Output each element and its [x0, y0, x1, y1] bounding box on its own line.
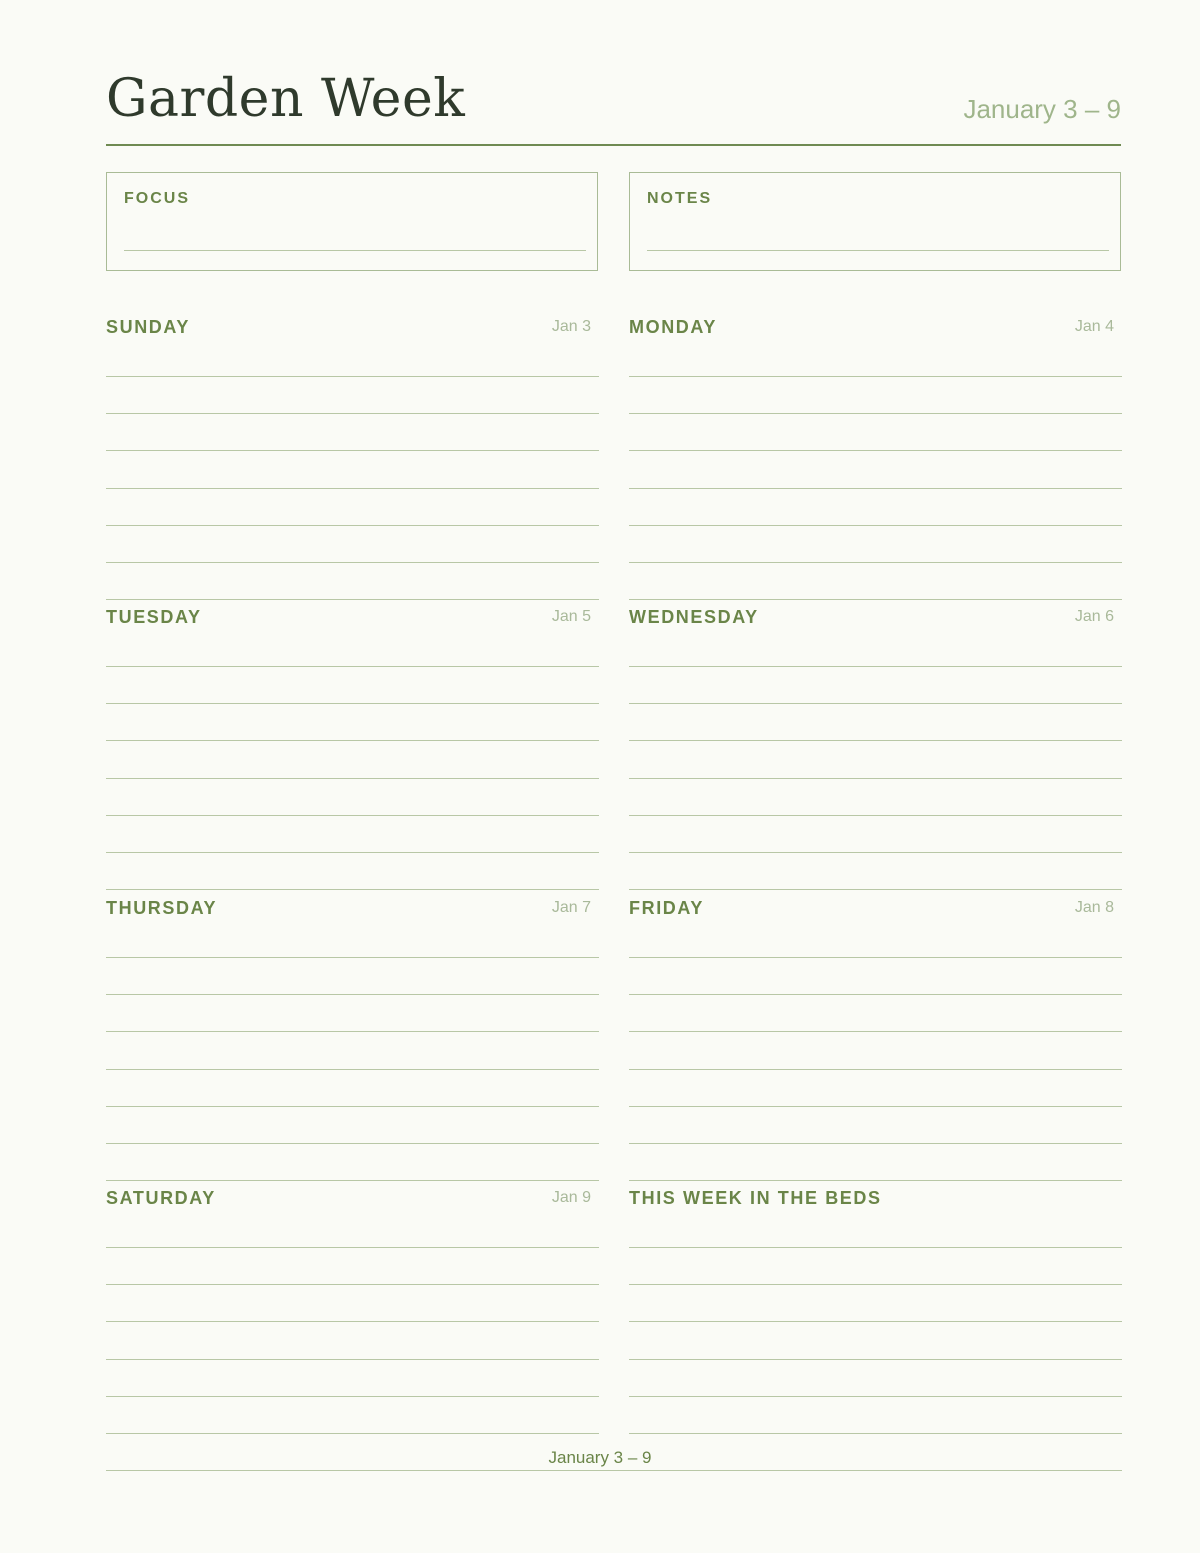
day-name: WEDNESDAY: [629, 607, 759, 627]
writing-line[interactable]: [629, 376, 1122, 377]
writing-line[interactable]: [629, 1031, 1122, 1032]
page-title: Garden Week: [106, 69, 466, 129]
writing-line[interactable]: [106, 889, 599, 890]
writing-line[interactable]: [106, 666, 599, 667]
writing-line[interactable]: [629, 1247, 1122, 1248]
writing-line[interactable]: [106, 488, 599, 489]
focus-box[interactable]: [106, 172, 598, 271]
writing-line[interactable]: [629, 450, 1122, 451]
notes-box[interactable]: [629, 172, 1121, 271]
writing-line[interactable]: [106, 703, 599, 704]
header-divider: [106, 144, 1121, 146]
writing-line[interactable]: [106, 562, 599, 563]
writing-line[interactable]: [629, 1359, 1122, 1360]
writing-line[interactable]: [629, 778, 1122, 779]
writing-line[interactable]: [106, 1031, 599, 1032]
day-name: FRIDAY: [629, 898, 704, 918]
writing-line[interactable]: [106, 815, 599, 816]
writing-line[interactable]: [106, 994, 599, 995]
writing-line[interactable]: [106, 1180, 599, 1181]
writing-line[interactable]: [106, 1069, 599, 1070]
writing-line[interactable]: [106, 525, 599, 526]
writing-line[interactable]: [106, 413, 599, 414]
day-name: SUNDAY: [106, 317, 190, 337]
writing-line[interactable]: [629, 740, 1122, 741]
day-name: MONDAY: [629, 317, 717, 337]
writing-line[interactable]: [629, 413, 1122, 414]
day-date: Jan 4: [1074, 318, 1114, 335]
notes-label: NOTES: [647, 190, 713, 207]
writing-line[interactable]: [106, 1396, 599, 1397]
section-name: THIS WEEK IN THE BEDS: [629, 1188, 882, 1208]
writing-line[interactable]: [629, 1069, 1122, 1070]
day-name: SATURDAY: [106, 1188, 216, 1208]
day-date: Jan 8: [1074, 899, 1114, 916]
writing-line[interactable]: [106, 852, 599, 853]
notes-writing-line[interactable]: [647, 250, 1109, 251]
writing-line[interactable]: [106, 1247, 599, 1248]
day-name: THURSDAY: [106, 898, 218, 918]
writing-line[interactable]: [629, 1284, 1122, 1285]
writing-line[interactable]: [106, 778, 599, 779]
writing-line[interactable]: [629, 562, 1122, 563]
focus-label: FOCUS: [124, 190, 190, 207]
day-date: Jan 3: [551, 318, 591, 335]
writing-line[interactable]: [629, 703, 1122, 704]
day-name: TUESDAY: [106, 607, 202, 627]
day-date: Jan 7: [551, 899, 591, 916]
writing-line[interactable]: [629, 815, 1122, 816]
writing-line[interactable]: [106, 599, 599, 600]
writing-line[interactable]: [106, 1143, 599, 1144]
day-date: Jan 5: [551, 608, 591, 625]
writing-line[interactable]: [629, 525, 1122, 526]
writing-line[interactable]: [629, 1433, 1122, 1434]
writing-line[interactable]: [106, 1321, 599, 1322]
focus-writing-line[interactable]: [124, 250, 586, 251]
writing-line[interactable]: [106, 1106, 599, 1107]
writing-line[interactable]: [629, 889, 1122, 890]
writing-line[interactable]: [106, 450, 599, 451]
footer-range: January 3 – 9: [548, 1448, 652, 1467]
writing-line[interactable]: [106, 376, 599, 377]
week-range: January 3 – 9: [963, 94, 1121, 124]
writing-line[interactable]: [106, 740, 599, 741]
writing-line[interactable]: [629, 852, 1122, 853]
writing-line[interactable]: [629, 1143, 1122, 1144]
writing-line[interactable]: [629, 666, 1122, 667]
writing-line[interactable]: [629, 957, 1122, 958]
writing-line[interactable]: [629, 1396, 1122, 1397]
writing-line[interactable]: [106, 957, 599, 958]
writing-line[interactable]: [629, 1321, 1122, 1322]
day-date: Jan 6: [1074, 608, 1114, 625]
writing-line[interactable]: [629, 599, 1122, 600]
writing-line[interactable]: [629, 488, 1122, 489]
writing-line[interactable]: [106, 1359, 599, 1360]
writing-line[interactable]: [106, 1284, 599, 1285]
writing-line[interactable]: [106, 1433, 599, 1434]
day-date: Jan 9: [551, 1189, 591, 1206]
footer-line: [106, 1470, 1121, 1471]
writing-line[interactable]: [629, 1180, 1122, 1181]
writing-line[interactable]: [629, 1106, 1122, 1107]
writing-line[interactable]: [629, 994, 1122, 995]
